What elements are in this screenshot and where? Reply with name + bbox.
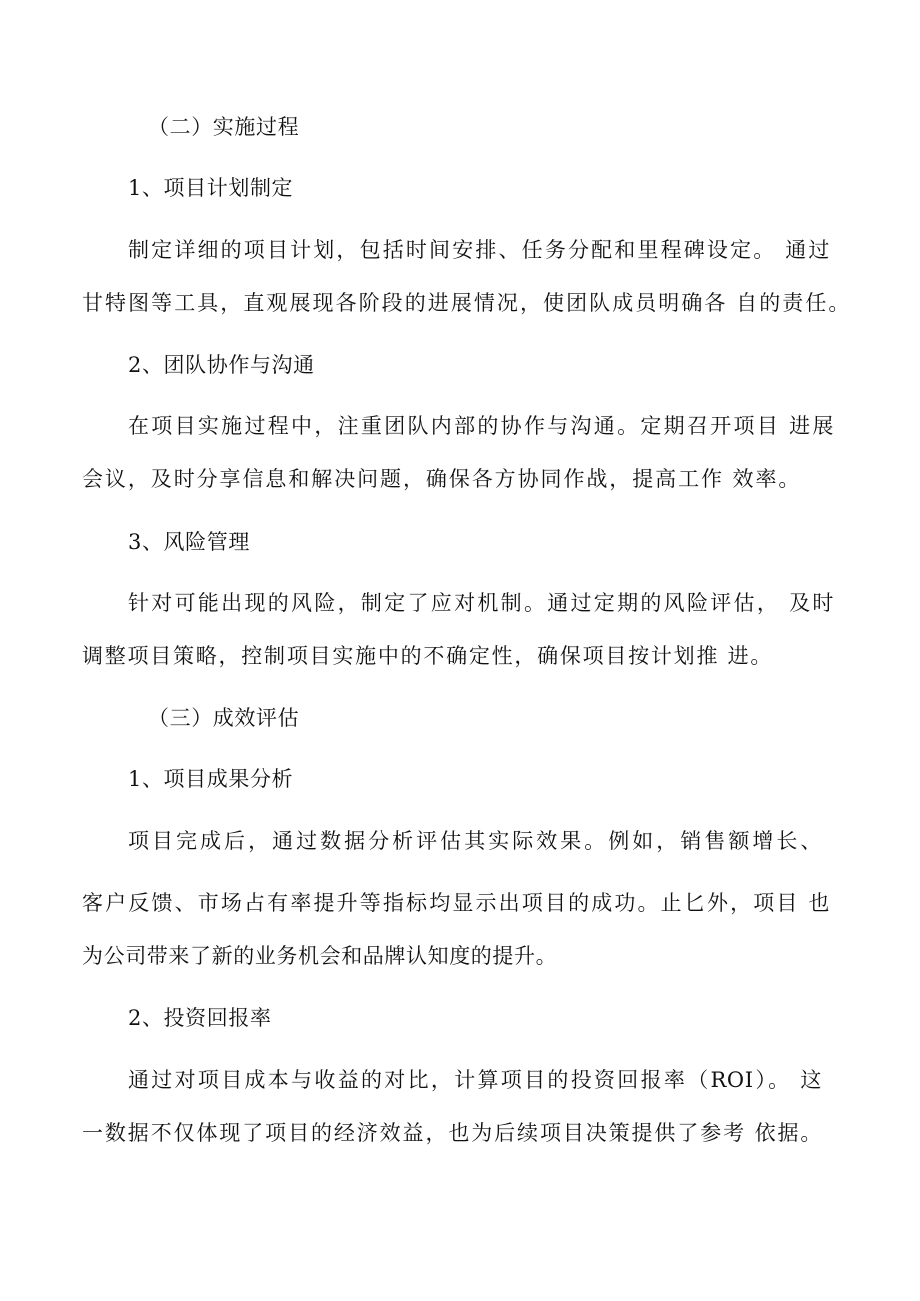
paragraph-risk-management-line-1: 针对可能出现的风险，制定了应对机制。通过定期的风险评估， 及时 [128,591,834,615]
paragraph-team-collaboration-line-2: 会议，及时分享信息和解决问题，确保各方协同作战，提高工作 效率。 [82,467,800,491]
paragraph-results-analysis-line-3: 为公司带来了新的业务机会和品牌认知度的提升。 [82,944,558,968]
paragraph-roi-line-1: 通过对项目成本与收益的对比，计算项目的投资回报率（ROI）。 这 [128,1068,822,1092]
paragraph-team-collaboration-line-1: 在项目实施过程中，注重团队内部的协作与沟通。定期召开项目 进展 [128,414,834,438]
subheading-results-analysis: 1、项目成果分析 [128,767,294,791]
section-heading-evaluation: （三）成效评估 [148,706,300,730]
paragraph-project-plan-line-2: 甘特图等工具，直观展现各阶段的进展情况，使团队成员明确各 自的责任。 [82,291,850,315]
section-heading-implementation: （二）实施过程 [148,115,300,139]
subheading-risk-management: 3、风险管理 [128,530,250,554]
paragraph-roi-line-2: 一数据不仅体现了项目的经济效益，也为后续项目决策提供了参考 依据。 [82,1121,822,1145]
paragraph-results-analysis-line-2: 客户反馈、市场占有率提升等指标均显示出项目的成功。止匕外，项目 也 [82,891,830,915]
subheading-team-collaboration: 2、团队协作与沟通 [128,353,315,377]
subheading-project-plan: 1、项目计划制定 [128,176,294,200]
paragraph-project-plan-line-1: 制定详细的项目计划，包括时间安排、任务分配和里程碑设定。 通过 [128,238,830,262]
paragraph-results-analysis-line-1: 项目完成后，通过数据分析评估其实际效果。例如，销售额增长、 [128,829,822,853]
subheading-roi: 2、投资回报率 [128,1006,272,1030]
paragraph-risk-management-line-2: 调整项目策略，控制项目实施中的不确定性，确保项目按计划推 进。 [82,644,772,668]
